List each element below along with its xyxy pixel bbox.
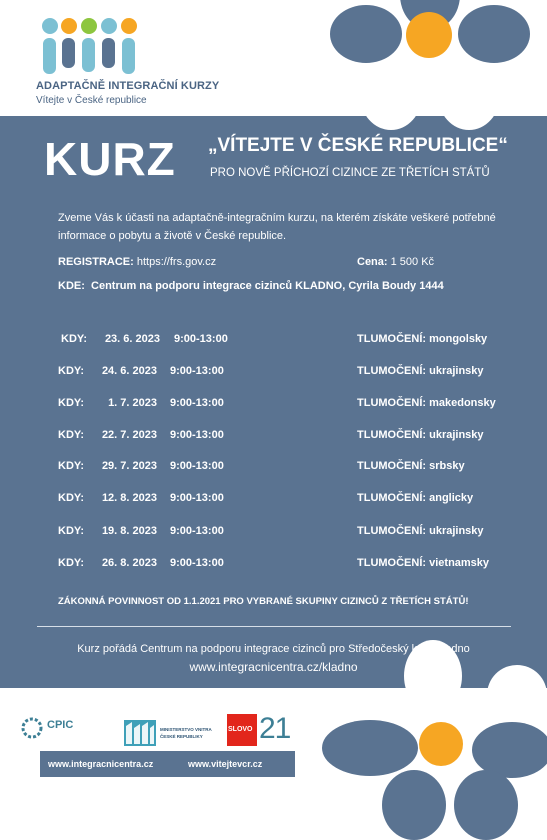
session-kdy-label: KDY: bbox=[58, 365, 85, 377]
session-row bbox=[0, 557, 547, 577]
location bbox=[58, 280, 444, 292]
location-label: KDE: bbox=[58, 280, 85, 292]
price-label: Cena: bbox=[357, 256, 388, 268]
website-link[interactable]: www.integracnicentra.cz/kladno bbox=[189, 660, 358, 674]
session-date: 1. 7. 2023 bbox=[108, 397, 157, 409]
interpreting-language: makedonsky bbox=[429, 397, 496, 409]
session-time: 9:00-13:00 bbox=[174, 333, 228, 345]
session-kdy-label: KDY: bbox=[58, 492, 85, 504]
interpreting-label: TLUMOČENÍ: bbox=[357, 460, 427, 472]
session-time: 9:00-13:00 bbox=[170, 557, 224, 569]
session-time: 9:00-13:00 bbox=[170, 397, 224, 409]
interpreting-label: TLUMOČENÍ: bbox=[357, 397, 427, 409]
session-date: 23. 6. 2023 bbox=[104, 333, 160, 345]
registration-link[interactable]: https://frs.gov.cz bbox=[136, 256, 217, 268]
brand-logo bbox=[38, 18, 140, 78]
session-kdy-label: KDY: bbox=[58, 460, 85, 472]
session-interpreting bbox=[357, 492, 473, 504]
interpreting-label: TLUMOČENÍ: bbox=[357, 333, 427, 345]
kurz-heading: KURZ bbox=[44, 133, 176, 185]
cpic-icon bbox=[20, 716, 44, 740]
interpreting-label: TLUMOČENÍ: bbox=[357, 557, 427, 569]
slovo-number: 21 bbox=[259, 712, 291, 745]
session-interpreting bbox=[357, 460, 465, 472]
session-date: 29. 7. 2023 bbox=[101, 460, 157, 472]
session-interpreting bbox=[357, 429, 484, 441]
session-kdy-label: KDY: bbox=[58, 397, 85, 409]
session-interpreting bbox=[357, 557, 489, 569]
cpic-logo bbox=[20, 716, 80, 740]
session-time: 9:00-13:00 bbox=[170, 365, 224, 377]
slovo21-logo bbox=[227, 714, 291, 746]
session-date: 19. 8. 2023 bbox=[101, 525, 157, 537]
session-row bbox=[0, 525, 547, 545]
session-date: 12. 8. 2023 bbox=[101, 492, 157, 504]
ministry-name: MINISTERSTVO VNITRA bbox=[160, 727, 212, 732]
session-time: 9:00-13:00 bbox=[170, 429, 224, 441]
interpreting-language: anglicky bbox=[429, 492, 474, 504]
session-interpreting bbox=[357, 525, 484, 537]
session-interpreting bbox=[357, 397, 496, 409]
price bbox=[357, 256, 434, 268]
course-subtitle: PRO NOVĚ PŘÍCHOZÍ CIZINCE ZE TŘETÍCH STÁTŮ bbox=[210, 167, 490, 179]
session-time: 9:00-13:00 bbox=[170, 492, 224, 504]
interpreting-label: TLUMOČENÍ: bbox=[357, 429, 427, 441]
session-time: 9:00-13:00 bbox=[170, 460, 224, 472]
footer-link-vitejtevcr[interactable]: www.vitejtevcr.cz bbox=[188, 759, 263, 769]
ministry-icon bbox=[124, 720, 156, 746]
flower-decoration-top bbox=[330, 0, 530, 140]
interpreting-language: ukrajinsky bbox=[429, 429, 484, 441]
session-row bbox=[0, 397, 547, 417]
interpreting-label: TLUMOČENÍ: bbox=[357, 365, 427, 377]
session-kdy-label: KDY: bbox=[61, 333, 88, 345]
registration bbox=[58, 256, 216, 268]
session-date: 22. 7. 2023 bbox=[101, 429, 157, 441]
footer-link-integracnicentra[interactable]: www.integracnicentra.cz bbox=[48, 759, 154, 769]
divider bbox=[37, 626, 511, 627]
session-row bbox=[0, 492, 547, 512]
interpreting-label: TLUMOČENÍ: bbox=[357, 525, 427, 537]
session-row bbox=[0, 365, 547, 385]
slovo-label: SLOVO bbox=[228, 726, 253, 733]
location-value: Centrum na podporu integrace cizinců KLADNO, Cyrila Boudy 1444 bbox=[91, 280, 444, 292]
intro-text: Zveme Vás k účasti na adaptačně-integračním kurzu, na kterém získáte veškeré potřebné informace o pobytu a životě v České republice. bbox=[58, 212, 496, 242]
brand-subtitle: Vítejte v České republice bbox=[36, 95, 147, 106]
ministry-country: ČESKÉ REPUBLIKY bbox=[160, 734, 203, 739]
session-row bbox=[0, 429, 547, 449]
interpreting-label: TLUMOČENÍ: bbox=[357, 492, 427, 504]
registration-label: REGISTRACE: bbox=[58, 256, 134, 268]
interpreting-language: ukrajinsky bbox=[429, 365, 484, 377]
session-kdy-label: KDY: bbox=[58, 525, 85, 537]
cpic-label: CPIC bbox=[47, 719, 74, 731]
price-value: 1 500 Kč bbox=[390, 256, 435, 268]
interpreting-language: ukrajinsky bbox=[429, 525, 484, 537]
session-date: 24. 6. 2023 bbox=[101, 365, 157, 377]
session-date: 26. 8. 2023 bbox=[101, 557, 157, 569]
session-kdy-label: KDY: bbox=[58, 429, 85, 441]
session-interpreting bbox=[357, 365, 484, 377]
session-kdy-label: KDY: bbox=[58, 557, 85, 569]
organizer-text: Kurz pořádá Centrum na podporu integrace cizinců pro Středočeský kraj, Kladno bbox=[77, 643, 470, 655]
session-interpreting bbox=[357, 333, 487, 345]
interpreting-language: srbsky bbox=[429, 460, 465, 472]
legal-notice: ZÁKONNÁ POVINNOST OD 1.1.2021 PRO VYBRANÉ SKUPINY CIZINCŮ Z TŘETÍCH STÁTŮ! bbox=[58, 596, 469, 607]
session-time: 9:00-13:00 bbox=[170, 525, 224, 537]
course-title: „VÍTEJTE V ČESKÉ REPUBLICE“ bbox=[208, 135, 508, 156]
interpreting-language: vietnamsky bbox=[429, 557, 490, 569]
ministry-logo bbox=[124, 720, 214, 746]
interpreting-language: mongolsky bbox=[429, 333, 488, 345]
brand-title: ADAPTAČNĚ INTEGRAČNÍ KURZY bbox=[36, 80, 220, 92]
session-row bbox=[0, 333, 547, 353]
session-row bbox=[0, 460, 547, 480]
